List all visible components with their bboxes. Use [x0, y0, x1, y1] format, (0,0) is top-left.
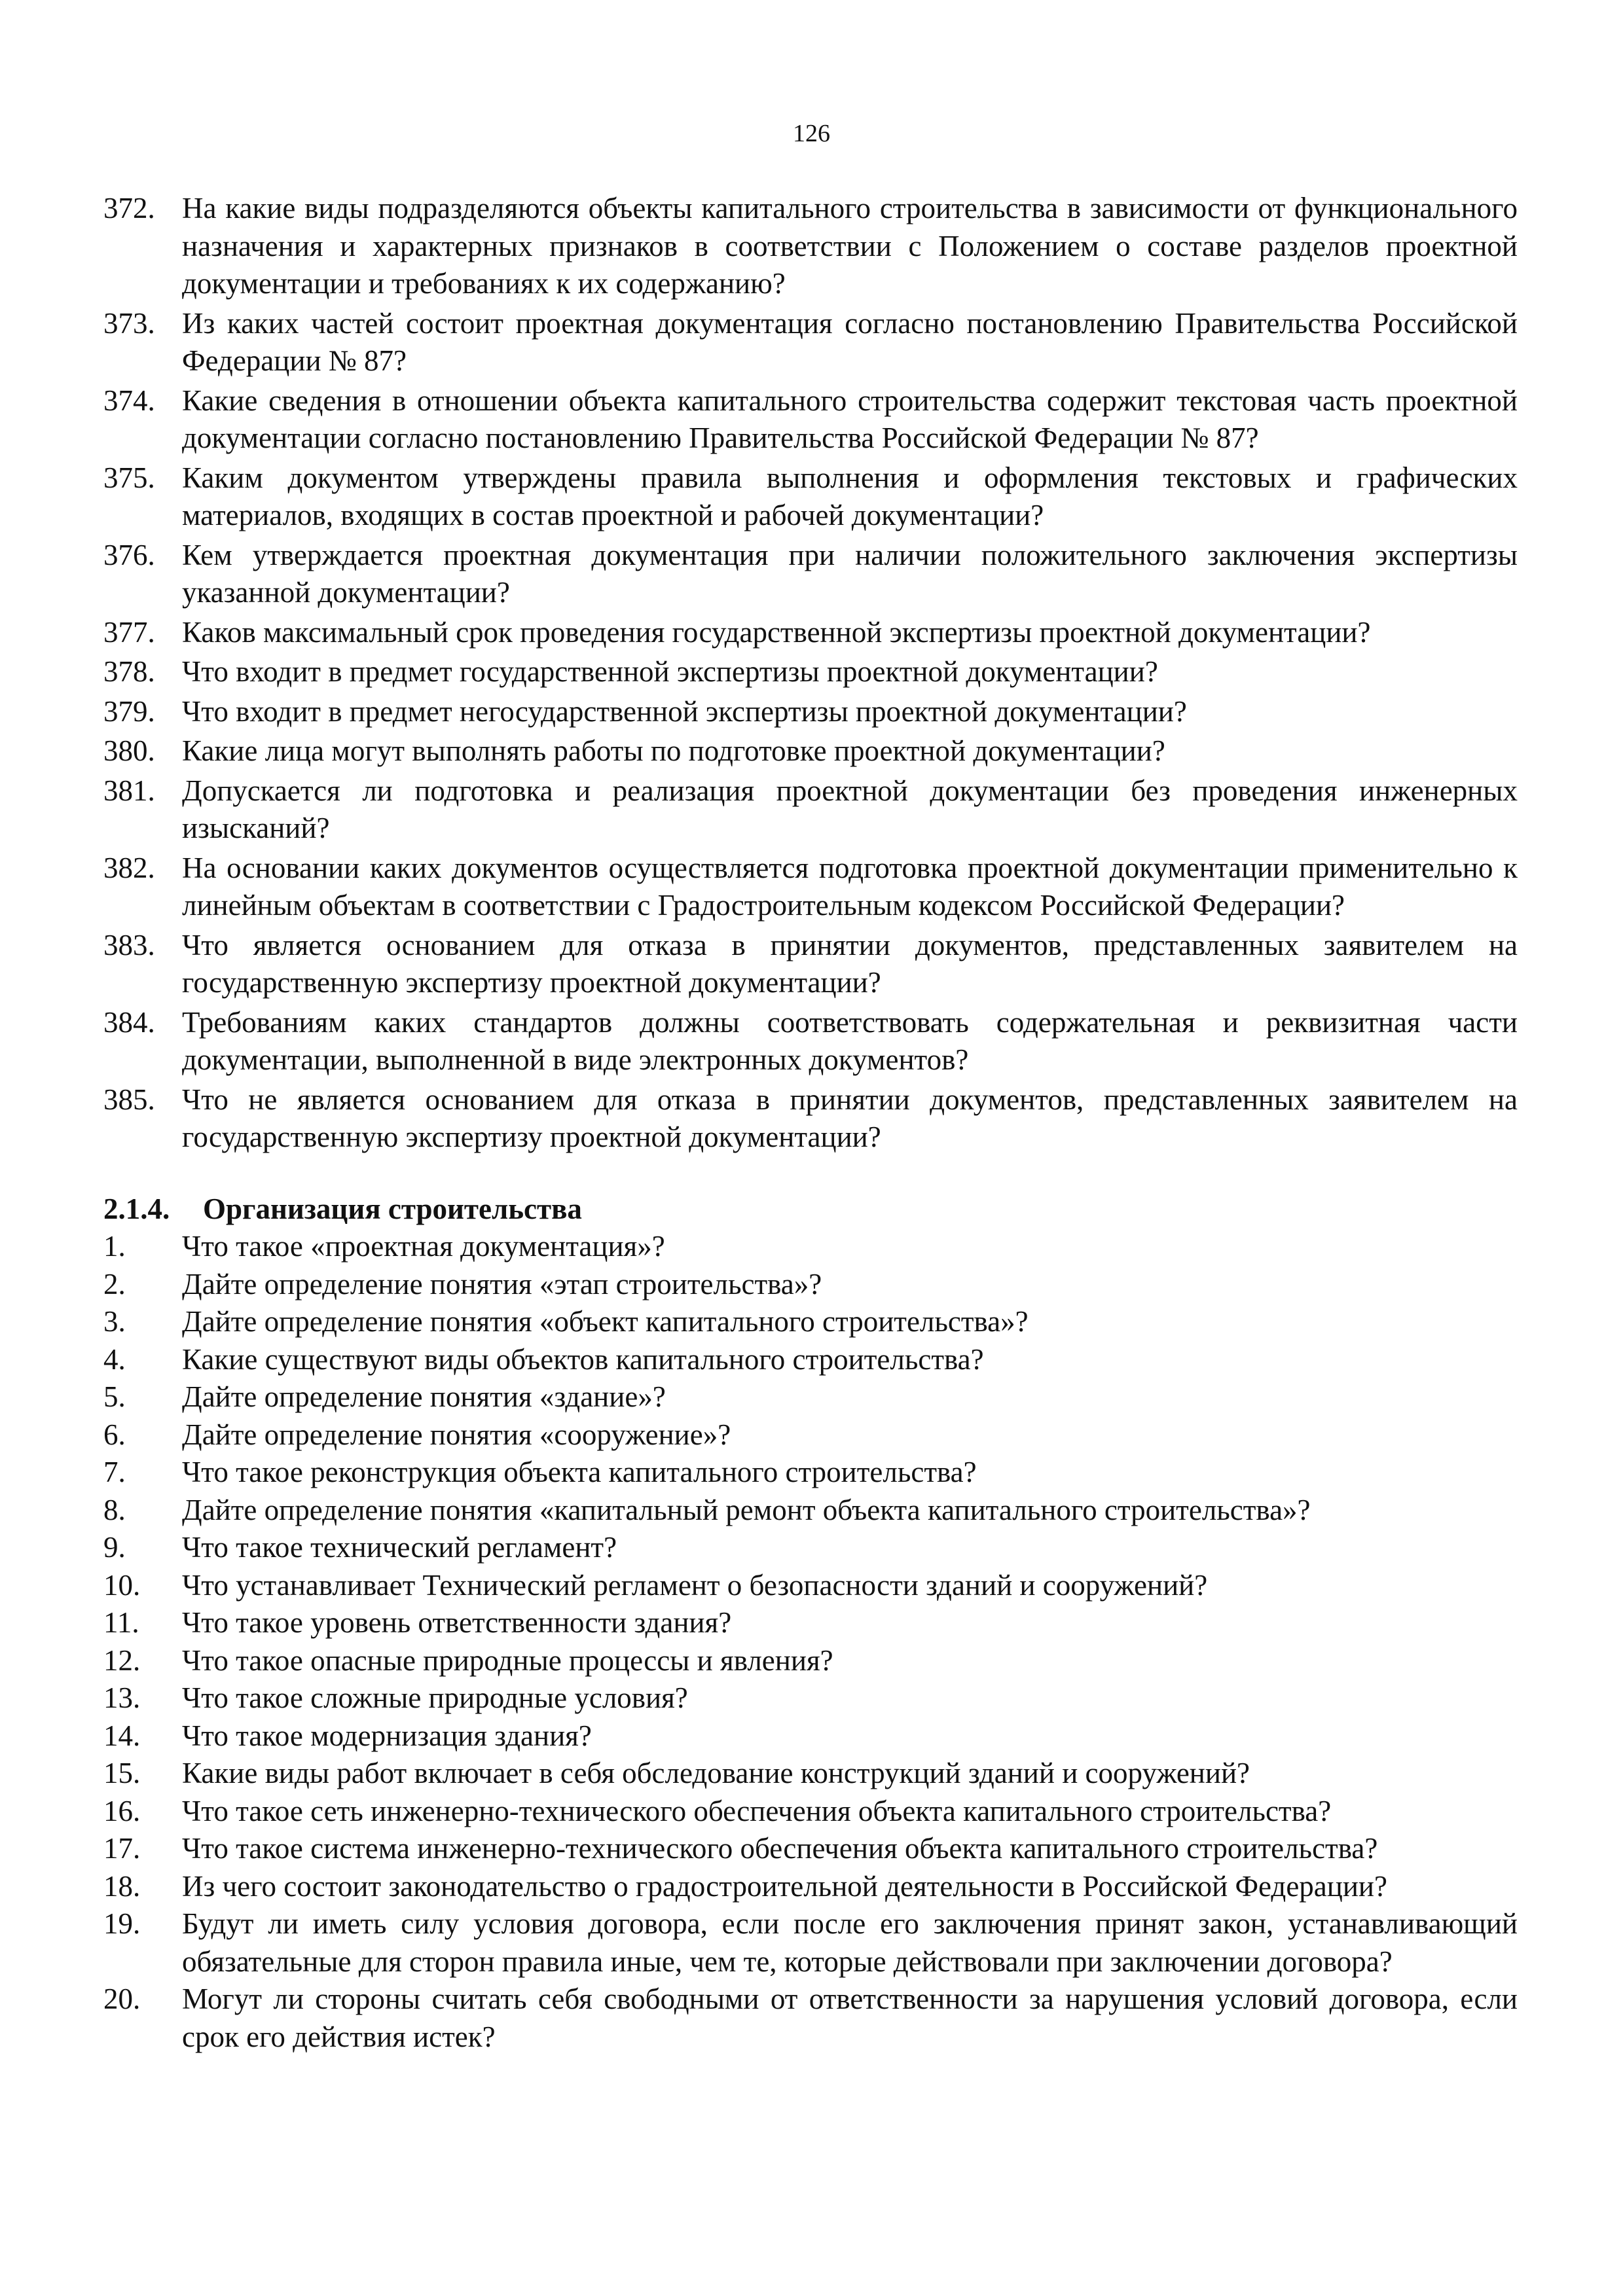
item-number: 9. — [103, 1531, 126, 1564]
item-text: Дайте определение понятия «здание»? — [182, 1380, 666, 1413]
list-item — [103, 614, 1518, 652]
questions-block-1 — [103, 190, 1518, 1157]
questions-block-2 — [103, 1228, 1518, 2056]
list-item — [103, 1378, 1518, 1416]
item-text: Что такое уровень ответственности здания? — [182, 1606, 732, 1639]
item-number: 380. — [103, 734, 155, 767]
item-number: 18. — [103, 1869, 141, 1903]
item-text: Допускается ли подготовка и реализация проектной документации без проведения инженерных изысканий? — [182, 774, 1518, 844]
item-number: 4. — [103, 1342, 126, 1376]
item-number: 6. — [103, 1418, 126, 1451]
list-item — [103, 732, 1518, 770]
page-number: 126 — [793, 120, 830, 147]
list-item — [103, 382, 1518, 457]
item-text: Из каких частей состоит проектная документация согласно постановлению Правительства Российской Федерации № 87? — [182, 306, 1518, 377]
item-text: Будут ли иметь силу условия договора, если после его заключения принят закон, устанавливающий обязательные для сторон правила иные, чем те, которые действовали при заключении договора? — [182, 1907, 1518, 1978]
item-number: 385. — [103, 1083, 155, 1116]
item-text: Дайте определение понятия «этап строительства»? — [182, 1267, 822, 1300]
item-text: Могут ли стороны считать себя свободными от ответственности за нарушения условий договора, если срок его действия истек? — [182, 1982, 1518, 2053]
item-number: 8. — [103, 1493, 126, 1526]
item-text: Из чего состоит законодательство о градостроительной деятельности в Российской Федерации? — [182, 1869, 1387, 1903]
question-list — [103, 190, 1518, 2056]
list-item — [103, 1454, 1518, 1492]
list-item — [103, 1228, 1518, 1266]
item-text: Требованиям каких стандартов должны соответствовать содержательная и реквизитная части документации, выполненной в виде электронных документов? — [182, 1005, 1518, 1076]
item-text: Что входит в предмет государственной экспертизы проектной документации? — [182, 655, 1158, 688]
item-number: 14. — [103, 1719, 141, 1752]
item-text: Что такое опасные природные процессы и явления? — [182, 1643, 833, 1677]
item-text: Что является основанием для отказа в принятии документов, представленных заявителем на государственную экспертизу проектной документации? — [182, 928, 1518, 999]
item-text: Что такое технический регламент? — [182, 1531, 617, 1564]
list-item — [103, 190, 1518, 303]
item-number: 375. — [103, 461, 155, 494]
item-number: 384. — [103, 1005, 155, 1039]
list-item — [103, 459, 1518, 535]
list-item — [103, 927, 1518, 1002]
item-text: Дайте определение понятия «капитальный ремонт объекта капитального строительства»? — [182, 1493, 1311, 1526]
list-item — [103, 1492, 1518, 1530]
item-text: Дайте определение понятия «объект капитального строительства»? — [182, 1305, 1029, 1338]
item-number: 12. — [103, 1643, 141, 1677]
section-title: Организация строительства — [203, 1192, 582, 1225]
item-number: 7. — [103, 1456, 126, 1488]
list-item — [103, 1266, 1518, 1304]
item-text: Каким документом утверждены правила выполнения и оформления текстовых и графических материалов, входящих в состав проектной и рабочей документации? — [182, 461, 1518, 531]
item-number: 377. — [103, 615, 155, 649]
item-number: 382. — [103, 851, 155, 884]
section-heading — [103, 1191, 1518, 1229]
item-text: На основании каких документов осуществляется подготовка проектной документации применительно к линейным объектам в соответствии с Градостроительным кодексом Российской Федерации? — [182, 851, 1518, 922]
list-item — [103, 1830, 1518, 1868]
item-number: 20. — [103, 1982, 141, 2015]
list-item — [103, 772, 1518, 848]
list-item — [103, 305, 1518, 380]
item-number: 374. — [103, 384, 155, 417]
item-text: Что не является основанием для отказа в принятии документов, представленных заявителем на государственную экспертизу проектной документации? — [182, 1083, 1518, 1153]
list-item — [103, 1004, 1518, 1079]
item-text: Что устанавливает Технический регламент о безопасности зданий и сооружений? — [182, 1568, 1208, 1602]
list-item — [103, 537, 1518, 612]
item-number: 1. — [103, 1230, 126, 1263]
item-number: 19. — [103, 1907, 141, 1940]
item-number: 381. — [103, 774, 155, 807]
list-item — [103, 653, 1518, 691]
list-item — [103, 1081, 1518, 1157]
list-item — [103, 1303, 1518, 1341]
item-text: Что такое сложные природные условия? — [182, 1681, 688, 1714]
item-text: Что такое реконструкция объекта капитального строительства? — [182, 1456, 977, 1488]
list-item — [103, 1981, 1518, 2056]
list-item — [103, 693, 1518, 731]
item-text: Какие лица могут выполнять работы по подготовке проектной документации? — [182, 734, 1165, 767]
item-text: Что такое «проектная документация»? — [182, 1230, 665, 1263]
list-item — [103, 1341, 1518, 1379]
item-text: Что такое система инженерно-технического обеспечения объекта капитального строительства? — [182, 1832, 1378, 1865]
item-number: 16. — [103, 1794, 141, 1827]
item-number: 379. — [103, 694, 155, 728]
list-item — [103, 1905, 1518, 1981]
item-text: Дайте определение понятия «сооружение»? — [182, 1418, 731, 1451]
list-item — [103, 1868, 1518, 1906]
list-item — [103, 1642, 1518, 1680]
list-item — [103, 1755, 1518, 1793]
item-text: Кем утверждается проектная документация при наличии положительного заключения экспертизы указанной документации? — [182, 538, 1518, 609]
section-number: 2.1.4. — [103, 1192, 170, 1225]
item-number: 3. — [103, 1305, 126, 1338]
item-number: 378. — [103, 655, 155, 688]
list-item — [103, 1679, 1518, 1717]
list-item — [103, 850, 1518, 925]
item-number: 372. — [103, 192, 155, 224]
item-text: Какие сведения в отношении объекта капитального строительства содержит текстовая часть проектной документации согласно постановлению Правительства Российской Федерации № 87? — [182, 384, 1518, 454]
item-text: Какие существуют виды объектов капитального строительства? — [182, 1342, 984, 1376]
list-item — [103, 1717, 1518, 1755]
item-number: 5. — [103, 1380, 126, 1413]
item-text: На какие виды подразделяются объекты капитального строительства в зависимости от функционального назначения и характерных признаков в соответствии с Положением о составе разделов проектной документации и требованиях к их содержанию? — [182, 192, 1518, 300]
list-item — [103, 1604, 1518, 1642]
item-text: Что такое модернизация здания? — [182, 1719, 592, 1752]
item-number: 373. — [103, 306, 155, 340]
item-text: Что входит в предмет негосударственной экспертизы проектной документации? — [182, 694, 1187, 728]
item-number: 17. — [103, 1832, 141, 1865]
item-number: 376. — [103, 538, 155, 571]
list-item — [103, 1416, 1518, 1454]
item-text: Какие виды работ включает в себя обследование конструкций зданий и сооружений? — [182, 1757, 1250, 1789]
list-item — [103, 1793, 1518, 1831]
item-number: 2. — [103, 1267, 126, 1300]
item-number: 10. — [103, 1568, 141, 1602]
item-text: Каков максимальный срок проведения государственной экспертизы проектной документации? — [182, 615, 1371, 649]
item-number: 13. — [103, 1681, 141, 1714]
item-text: Что такое сеть инженерно-технического обеспечения объекта капитального строительства? — [182, 1794, 1332, 1827]
list-item — [103, 1529, 1518, 1567]
list-item — [103, 1567, 1518, 1605]
item-number: 383. — [103, 928, 155, 961]
item-number: 15. — [103, 1757, 141, 1789]
item-number: 11. — [103, 1606, 139, 1639]
